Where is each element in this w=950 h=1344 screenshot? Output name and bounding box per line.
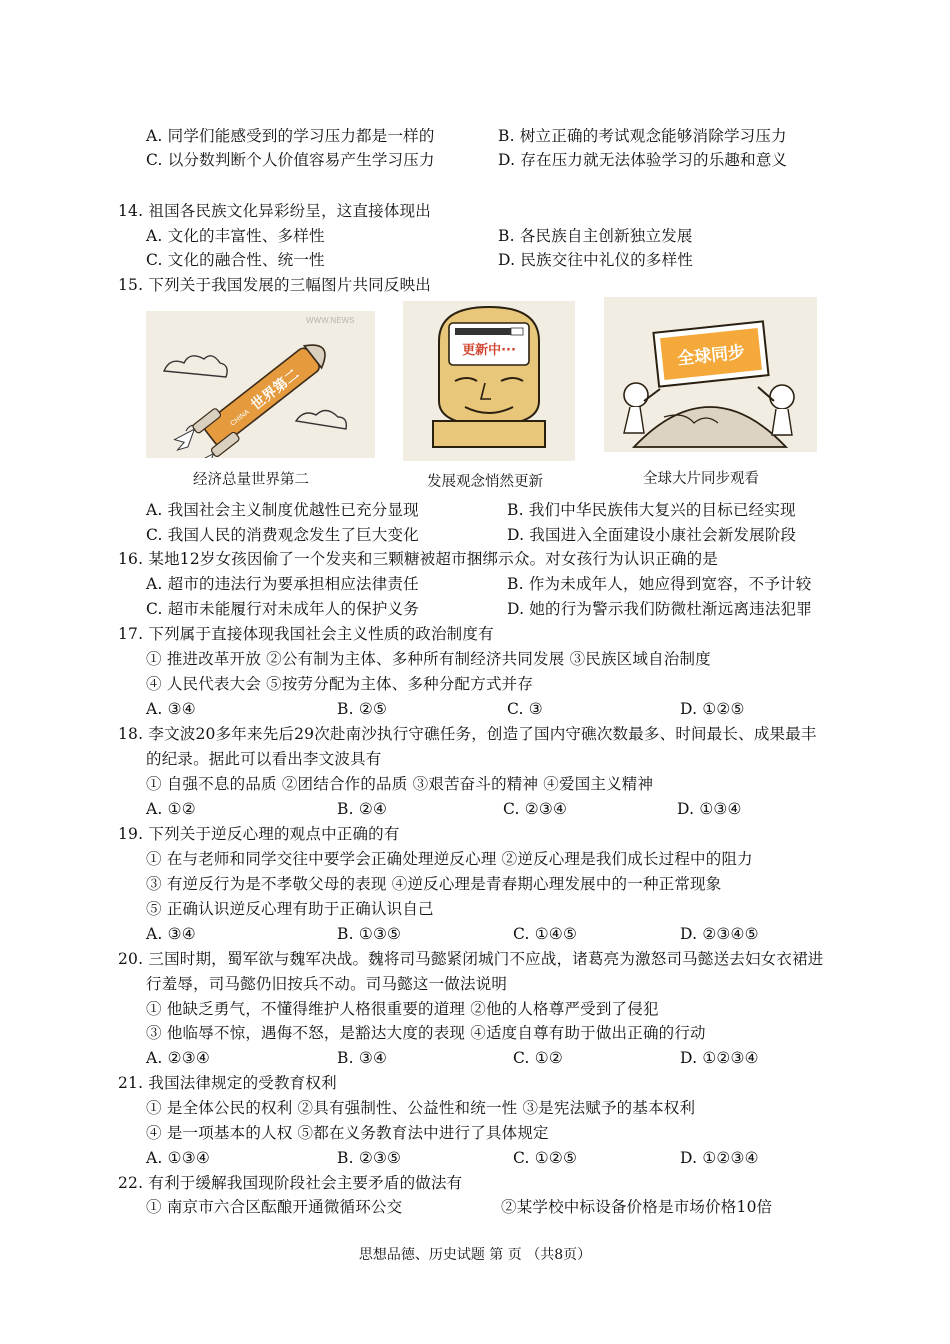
q19-option-c: C. ①④⑤ [513,925,578,943]
q20-stem-2: 行羞辱，司马懿仍旧按兵不动。司马懿这一做法说明 [146,975,508,993]
head-illustration [403,301,575,461]
q14-option-d: D. 民族交往中礼仪的多样性 [498,251,694,269]
q15-picture-head [403,301,575,461]
q20-stem-1: 20. 三国时期，蜀军欲与魏军决战。魏将司马懿紧闭城门不应战，诸葛亮为激怒司马懿送去妇女衣裙进 [118,950,824,968]
q15-stem: 15. 下列关于我国发展的三幅图片共同反映出 [118,276,431,294]
rocket-watermark: WWW.NEWS [306,316,355,325]
q20-option-c: C. ①② [513,1049,563,1067]
q18-stem-1: 18. 李文波20多年来先后29次赴南沙执行守礁任务，创造了国内守礁次数最多、时间最长、成果最丰 [118,725,817,743]
q20-option-a: A. ②③④ [146,1049,210,1067]
q15-option-b: B. 我们中华民族伟大复兴的目标已经实现 [507,501,796,519]
rocket-illustration [146,311,375,458]
q15-caption-2: 发展观念悄然更新 [427,474,543,490]
q15-option-a: A. 我国社会主义制度优越性已充分显现 [146,501,419,519]
q22-statements-1a: ① 南京市六合区酝酿开通微循环公交 [146,1198,403,1216]
q21-option-d: D. ①②③④ [680,1149,759,1167]
q16-option-c: C. 超市未能履行对未成年人的保护义务 [146,600,419,618]
global-screen-text: 全球同步 [676,342,747,370]
q17-option-a: A. ③④ [146,700,196,718]
q18-option-c: C. ②③④ [503,800,568,818]
q19-statements-3: ⑤ 正确认识逆反心理有助于正确认识自己 [146,900,434,918]
rocket-label-text: 世界第二 [248,366,303,414]
q15-option-c: C. 我国人民的消费观念发生了巨大变化 [146,526,419,544]
q17-option-b: B. ②⑤ [337,700,388,718]
q17-option-d: D. ①②⑤ [680,700,745,718]
q14-option-a: A. 文化的丰富性、多样性 [146,227,325,245]
q22-statements-1b: ②某学校中标设备价格是市场价格10倍 [501,1198,773,1216]
q18-option-a: A. ①② [146,800,196,818]
q21-option-c: C. ①②⑤ [513,1149,578,1167]
q22-stem: 22. 有利于缓解我国现阶段社会主要矛盾的做法有 [118,1174,463,1192]
q14-stem: 14. 祖国各民族文化异彩纷呈，这直接体现出 [118,202,431,220]
q19-statements-1: ① 在与老师和同学交往中要学会正确处理逆反心理 ②逆反心理是我们成长过程中的阻力 [146,850,753,868]
q19-option-a: A. ③④ [146,925,196,943]
q20-option-b: B. ③④ [337,1049,388,1067]
q18-statements-1: ① 自强不息的品质 ②团结合作的品质 ③艰苦奋斗的精神 ④爱国主义精神 [146,775,654,793]
q17-statements-2: ④ 人民代表大会 ⑤按劳分配为主体、多种分配方式并存 [146,675,534,693]
q21-statements-1: ① 是全体公民的权利 ②具有强制性、公益性和统一性 ③是宪法赋予的基本权利 [146,1099,696,1117]
q13-option-a: A. 同学们能感受到的学习压力都是一样的 [146,127,435,145]
q16-option-d: D. 她的行为警示我们防微杜渐远离违法犯罪 [507,600,812,618]
q13-option-c: C. 以分数判断个人价值容易产生学习压力 [146,151,435,169]
q21-stem: 21. 我国法律规定的受教育权利 [118,1074,337,1092]
q13-option-b: B. 树立正确的考试观念能够消除学习压力 [498,127,787,145]
q16-option-a: A. 超市的违法行为要承担相应法律责任 [146,575,419,593]
global-illustration [604,297,817,452]
q16-stem: 16. 某地12岁女孩因偷了一个发夹和三颗糖被超市捆绑示众。对女孩行为认识正确的是 [118,550,719,568]
q15-caption-1: 经济总量世界第二 [193,472,309,488]
q15-picture-rocket [146,311,375,458]
page-footer: 思想品德、历史试题 第 页 （共8页） [358,1247,592,1263]
head-sign-text: 更新中··· [462,343,516,358]
q17-statements-1: ① 推进改革开放 ②公有制为主体、多种所有制经济共同发展 ③民族区域自治制度 [146,650,711,668]
q13-option-d: D. 存在压力就无法体验学习的乐趣和意义 [498,151,788,169]
q18-stem-2: 的纪录。据此可以看出李文波具有 [146,750,382,768]
q20-statements-1: ① 他缺乏勇气，不懂得维护人格很重要的道理 ②他的人格尊严受到了侵犯 [146,1000,659,1018]
q19-statements-2: ③ 有逆反行为是不孝敬父母的表现 ④逆反心理是青春期心理发展中的一种正常现象 [146,875,722,893]
q19-option-b: B. ①③⑤ [337,925,402,943]
q19-stem: 19. 下列关于逆反心理的观点中正确的有 [118,825,400,843]
q16-option-b: B. 作为未成年人，她应得到宽容，不予计较 [507,575,812,593]
q17-stem: 17. 下列属于直接体现我国社会主义性质的政治制度有 [118,625,494,643]
q15-picture-global [604,297,817,452]
q18-option-d: D. ①③④ [677,800,742,818]
q21-statements-2: ④ 是一项基本的人权 ⑤都在义务教育法中进行了具体规定 [146,1124,549,1142]
rocket-tag-text: CHINA [229,408,251,428]
q21-option-a: A. ①③④ [146,1149,210,1167]
q17-option-c: C. ③ [507,700,543,718]
q18-option-b: B. ②④ [337,800,388,818]
q15-option-d: D. 我国进入全面建设小康社会新发展阶段 [507,526,797,544]
q19-option-d: D. ②③④⑤ [680,925,759,943]
q14-option-b: B. 各民族自主创新独立发展 [498,227,693,245]
q21-option-b: B. ②③⑤ [337,1149,402,1167]
q20-statements-2: ③ 他临辱不惊，遇侮不怒，是豁达大度的表现 ④适度自尊有助于做出正确的行动 [146,1024,706,1042]
q15-caption-3: 全球大片同步观看 [643,471,759,487]
q20-option-d: D. ①②③④ [680,1049,759,1067]
q14-option-c: C. 文化的融合性、统一性 [146,251,325,269]
